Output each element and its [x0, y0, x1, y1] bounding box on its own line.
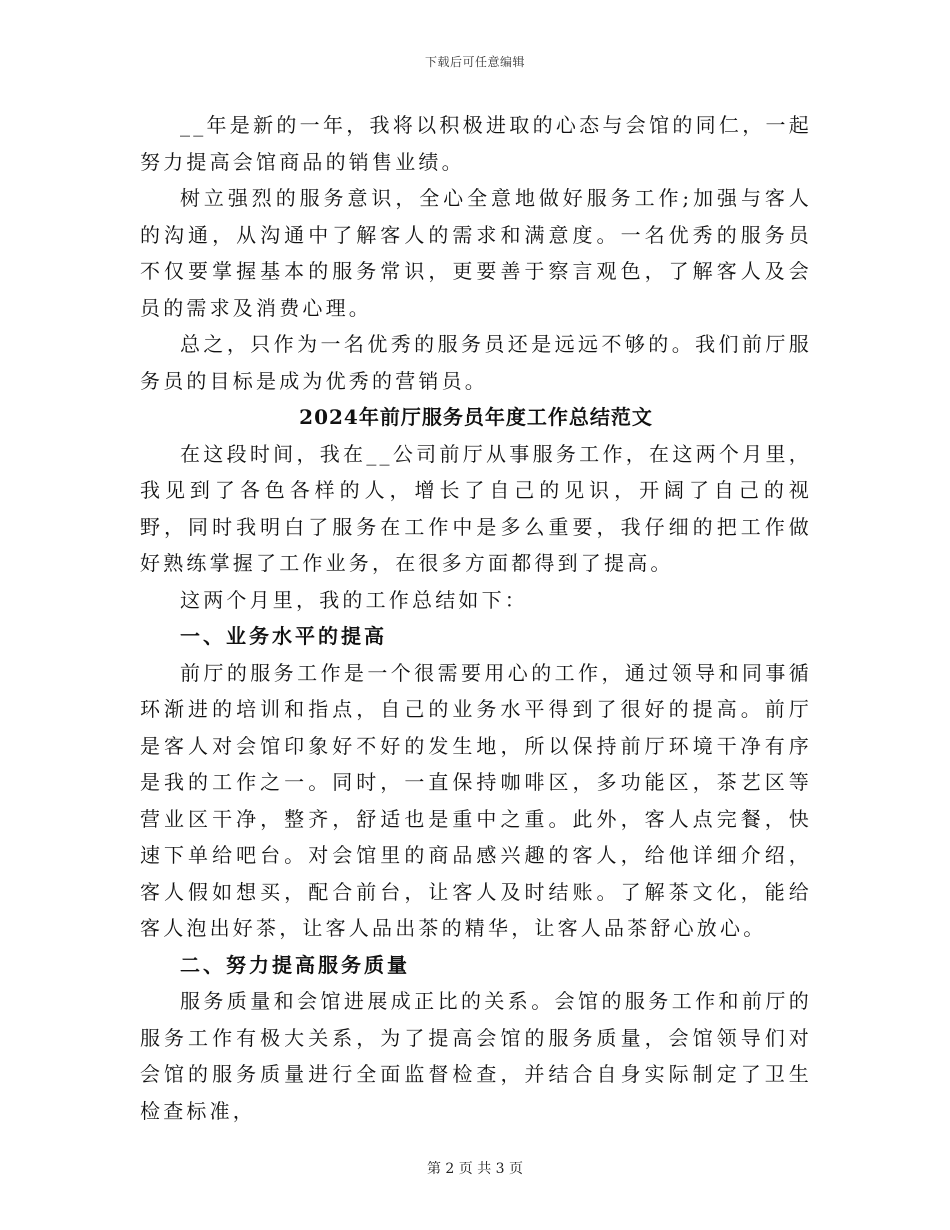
page-number: 第 2 页 共 3 页: [426, 1161, 524, 1177]
section-heading-service-quality: 二、努力提高服务质量: [180, 952, 410, 977]
paragraph-summary: 总之，只作为一名优秀的服务员还是远远不够的。我们前厅服务员的目标是成为优秀的营销员。: [140, 332, 812, 393]
document-title: 2024年前厅服务员年度工作总结范文: [299, 405, 653, 429]
document-body: [140, 107, 812, 1129]
paragraph-intro: __年是新的一年，我将以积极进取的心态与会馆的同仁，一起努力提高会馆商品的销售业绩。: [140, 113, 812, 174]
paragraph-service-quality: 服务质量和会馆进展成正比的关系。会馆的服务工作和前厅的服务工作有极大关系，为了提高会馆的服务质量，会馆领导们对会馆的服务质量进行全面监督检查，并结合自身实际制定了卫生检查标准，: [140, 989, 812, 1123]
page-header: 下载后可任意编辑: [424, 55, 525, 69]
paragraph-service-awareness: 树立强烈的服务意识，全心全意地做好服务工作;加强与客人的沟通，从沟通中了解客人的需求和满意度。一名优秀的服务员不仅要掌握基本的服务常识，更要善于察言观色，了解客人及会员的需求及消费心理。: [140, 186, 812, 320]
section-heading-business-level: 一、业务水平的提高: [180, 624, 387, 648]
paragraph-summary-intro: 这两个月里，我的工作总结如下：: [180, 587, 528, 612]
paragraph-background: 在这段时间，我在__公司前厅从事服务工作，在这两个月里，我见到了各色各样的人，增长了自己的见识，开阔了自己的视野，同时我明白了服务在工作中是多么重要，我仔细的把工作做好熟练掌握了工作业务，在很多方面都得到了提高。: [140, 441, 812, 575]
paragraph-business-level: 前厅的服务工作是一个很需要用心的工作，通过领导和同事循环渐进的培训和指点，自己的业务水平得到了很好的提高。前厅是客人对会馆印象好不好的发生地，所以保持前厅环境干净有序是我的工作之一。同时，一直保持咖啡区，多功能区，茶艺区等营业区干净，整齐，舒适也是重中之重。此外，客人点完餐，快速下单给吧台。对会馆里的商品感兴趣的客人，给他详细介绍，客人假如想买，配合前台，让客人及时结账。了解茶文化，能给客人泡出好茶，让客人品出茶的精华，让客人品茶舒心放心。: [140, 660, 812, 940]
